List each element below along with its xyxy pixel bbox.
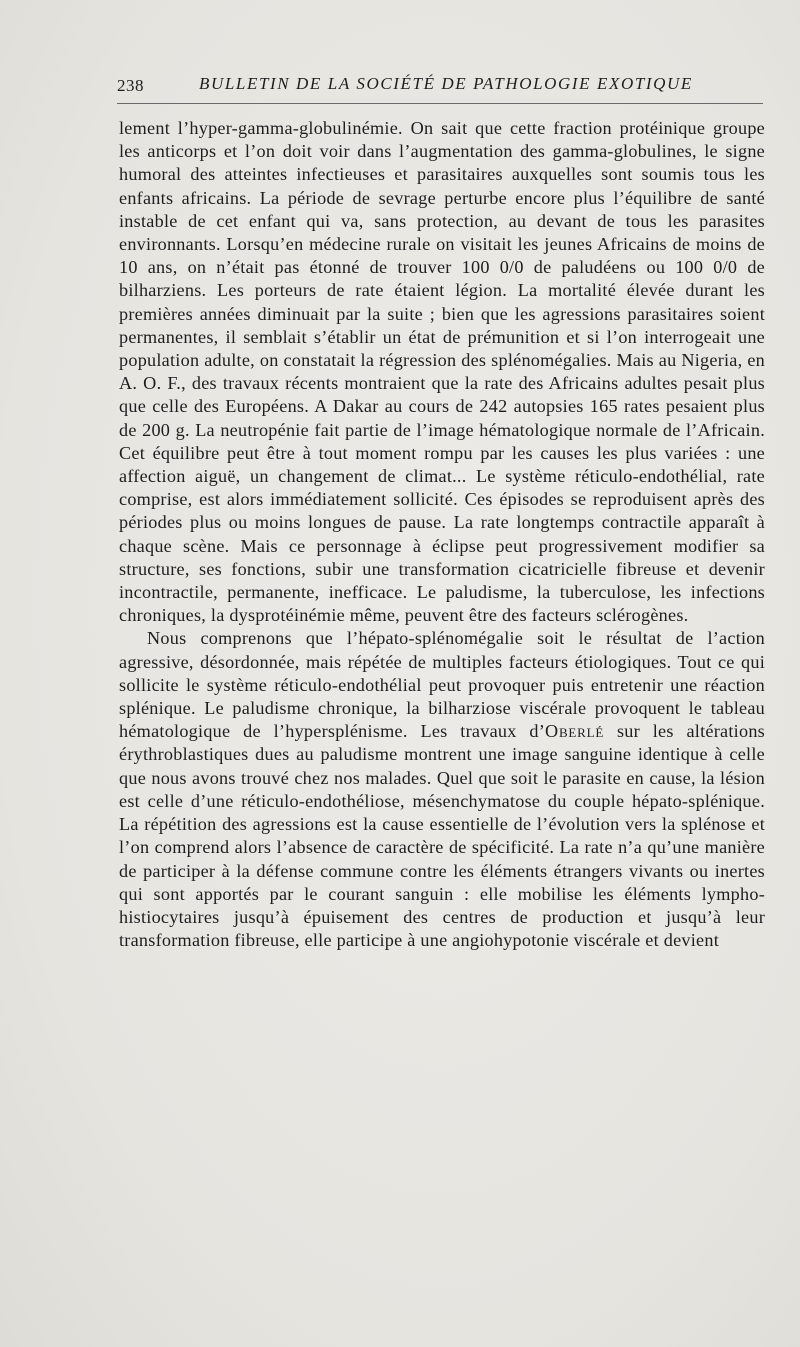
author-name: Oberlé: [545, 721, 605, 742]
paragraph-text: lement l’hyper-gamma-globulinémie. On sait que cette fraction protéinique groupe les anticorps et l’on doit voir dans l’augmentation des gamma-globulines, le signe humoral des atteintes infectieuses et parasitaires auxquelles sont soumis tous les enfants africains. La période de sevrage perturbe encore plus l’équilibre de santé instable de cet enfant qui va, sans protection, au devant de tous les parasites environnants. Lorsqu’en médecine rurale on visitait les jeunes Africains de moins de 10 ans, on n’était pas étonné de trouver 100 0/0 de paludéens ou 100 0/0 de bilharziens. Les porteurs de rate étaient légion. La mortalité élevée durant les premières années diminuait par la suite ; bien que les agressions parasitaires soient permanentes, il semblait s’établir un état de prémunition et si l’on interrogeait une population adulte, on constatait la régression des splénomégalies. Mais au Nigeria, en A. O. F., des travaux récents montraient que la rate des Africains adultes pesait plus que celle des Européens. A Dakar au cours de 242 autopsies 165 rates pesaient plus de 200 g. La neutropénie fait partie de l’image hématologique normale de l’Africain. Cet équilibre peut être à tout moment rompu par les causes les plus variées : une affection aiguë, un changement de climat... Le système réticulo-endothélial, rate comprise, est alors immédiatement sollicité. Ces épisodes se reproduisent après des périodes plus ou moins longues de pause. La rate longtemps contractile apparaît à chaque scène. Mais ce personnage à éclipse peut progressivement modifier sa structure, ses fonctions, subir une transformation cicatricielle fibreuse et devenir incontractile, permanente, inefficace. Le paludisme, la tuberculose, les infections chroniques, la dysprotéinémie même, peuvent être des facteurs sclérogènes.: [119, 118, 765, 626]
paragraph-text-before: Nous comprenons que l’hépato-splénomégalie soit le résultat de l’action agressive, désordonnée, mais répétée de multiples facteurs étiologiques. Tout ce qui sollicite le système réticulo-endothélial peut provoquer puis entretenir une réaction splénique. Le paludisme chronique, la bilharziose viscérale provoquent le tableau hématologique de l’hypersplénisme. Les travaux d’: [119, 628, 765, 742]
running-header: [117, 74, 763, 98]
running-title: BULLETIN DE LA SOCIÉTÉ DE PATHOLOGIE EXOTIQUE: [199, 74, 693, 93]
page-number: 238: [117, 76, 144, 95]
paragraph-continued: [119, 117, 765, 627]
paragraph: [119, 627, 765, 952]
header-rule: [117, 103, 763, 104]
article-body: [119, 117, 765, 952]
paragraph-text-after: sur les altérations érythroblastiques dues au paludisme montrent une image sanguine identique à celle que nous avons trouvé chez nos malades. Quel que soit le parasite en cause, la lésion est celle d’une réticulo-endothéliose, mésenchymatose du couple hépato-splénique. La répétition des agressions est la cause essentielle de l’évolution vers la splénose et l’on comprend alors l’absence de caractère de spécificité. La rate n’a qu’une manière de participer à la défense commune contre les éléments étrangers vivants ou inertes qui sont apportés par le courant sanguin : elle mobilise les éléments lympho-histiocytaires jusqu’à épuisement des centres de production et jusqu’à leur transformation fibreuse, elle participe à une angiohypotonie viscérale et devient: [119, 721, 765, 951]
